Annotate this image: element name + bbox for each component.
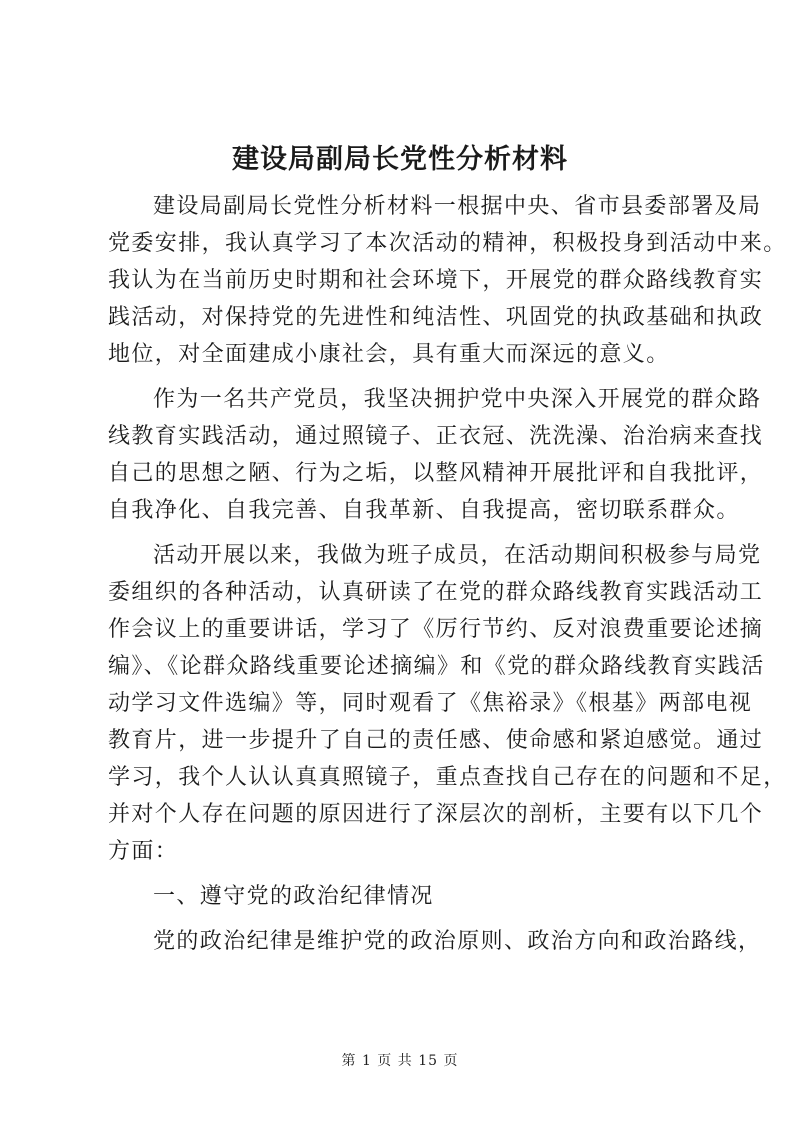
paragraph-line: 委组织的各种活动，认真研读了在党的群众路线教育实践活动工 xyxy=(108,580,764,605)
paragraph-line: 学习，我个人认认真真照镜子，重点查找自己存在的问题和不足， xyxy=(108,765,787,790)
paragraph-line: 编》、《论群众路线重要论述摘编》和《党的群众路线教育实践活 xyxy=(108,654,765,679)
paragraph-line: 方面： xyxy=(108,839,179,864)
paragraph-line: 作会议上的重要讲话，学习了《厉行节约、反对浪费重要论述摘 xyxy=(108,617,764,642)
paragraph-line: 践活动，对保持党的先进性和纯洁性、巩固党的执政基础和执政 xyxy=(108,305,764,330)
paragraph-line: 并对个人存在问题的原因进行了深层次的剖析，主要有以下几个 xyxy=(108,802,764,827)
paragraph-line: 活动开展以来，我做为班子成员，在活动期间积极参与局党 xyxy=(153,543,762,568)
paragraph-4 xyxy=(108,923,762,960)
paragraph-line: 党委安排，我认真学习了本次活动的精神，积极投身到活动中来。 xyxy=(108,231,787,256)
paragraph-line: 作为一名共产党员，我坚决拥护党中央深入开展党的群众路 xyxy=(153,387,762,412)
section-heading-1 xyxy=(108,878,708,915)
paragraph-line: 党的政治纪律是维护党的政治原则、政治方向和政治路线， xyxy=(153,929,762,954)
paragraph-line: 我认为在当前历史时期和社会环境下，开展党的群众路线教育实 xyxy=(108,268,764,293)
document-body xyxy=(108,188,787,968)
paragraph-3 xyxy=(108,537,787,870)
paragraph-2 xyxy=(108,381,764,529)
page-footer: 第 1 页 共 15 页 xyxy=(341,1053,459,1069)
paragraph-line: 建设局副局长党性分析材料一根据中央、省市县委部署及局 xyxy=(153,194,762,219)
paragraph-1 xyxy=(108,188,787,373)
section-heading-text: 一、遵守党的政治纪律情况 xyxy=(153,884,434,909)
paragraph-line: 自己的思想之陋、行为之垢，以整风精神开展批评和自我批评， xyxy=(108,461,764,486)
paragraph-line: 自我净化、自我完善、自我革新、自我提高，密切联系群众。 xyxy=(108,498,740,523)
paragraph-line: 地位，对全面建成小康社会，具有重大而深远的意义。 xyxy=(108,342,670,367)
document-title: 建设局副局长党性分析材料 xyxy=(232,144,568,175)
paragraph-line: 线教育实践活动，通过照镜子、正衣冠、洗洗澡、治治病来查找 xyxy=(108,424,764,449)
paragraph-line: 教育片，进一步提升了自己的责任感、使命感和紧迫感觉。通过 xyxy=(108,728,764,753)
paragraph-line: 动学习文件选编》等，同时观看了《焦裕录》《根基》两部电视 xyxy=(108,691,753,716)
